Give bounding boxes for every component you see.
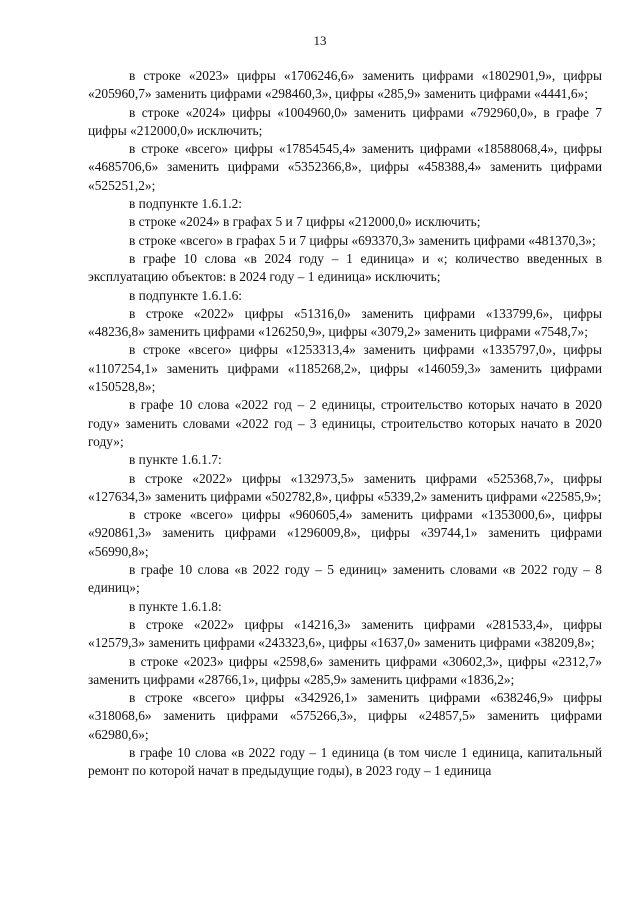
paragraph: в графе 10 слова «в 2024 году – 1 единица» и «; количество введенных в эксплуатацию объектов: в 2024 году – 1 единица» исключить; bbox=[88, 250, 602, 285]
paragraph: в строке «всего» цифры «342926,1» заменить цифрами «638246,9» цифры «318068,6» заменить цифрами «575266,3», цифры «24857,5» заменить цифрами «62980,6»; bbox=[88, 690, 602, 742]
paragraph: в строке «2022» цифры «132973,5» заменить цифрами «525368,7», цифры «127634,3» заменить цифрами «502782,8», цифры «5339,2» заменить цифрами «22585,9»; bbox=[88, 470, 602, 504]
paragraph: в строке «всего» цифры «17854545,4» заменить цифрами «18588068,4», цифры «4685706,6» заменить цифрами «5352366,8», цифры «458388,4» заменить цифрами «525251,2»; bbox=[88, 141, 602, 193]
paragraph: в строке «всего» цифры «960605,4» заменить цифрами «1353000,6», цифры «920861,3» заменить цифрами «1296009,8», цифры «39744,1» заменить цифрами «56990,8»; bbox=[88, 507, 602, 559]
subsection-heading: в пункте 1.6.1.7: bbox=[129, 452, 222, 468]
subsection-heading: в подпункте 1.6.1.2: bbox=[129, 196, 243, 212]
paragraph: в строке «2022» цифры «51316,0» заменить цифрами «133799,6», цифры «48236,8» заменить цифрами «126250,9», цифры «3079,2» заменить цифрами «7548,7»; bbox=[88, 305, 602, 340]
document-body bbox=[88, 67, 602, 781]
subsection-heading: в пункте 1.6.1.8: bbox=[129, 598, 222, 614]
paragraph: в строке «2022» цифры «14216,3» заменить цифрами «281533,4», цифры «12579,3» заменить цифрами «243323,6», цифры «1637,0» заменить цифрами «38209,8»; bbox=[88, 616, 602, 651]
paragraph: в графе 10 слова «в 2022 году – 5 единиц» заменить словами «в 2022 году – 8 единиц»; bbox=[88, 562, 602, 596]
paragraph: в графе 10 слова «2022 год – 2 единицы, строительство которых начато в 2020 году» заменить словами «2022 год – 3 единицы, строительство которых начато в 2020 году»; bbox=[88, 397, 602, 449]
paragraph: в графе 10 слова «в 2022 году – 1 единица (в том числе 1 единица, капитальный ремонт по которой начат в предыдущие годы), в 2023 году – 1 единица bbox=[88, 744, 602, 779]
paragraph: в строке «2023» цифры «2598,6» заменить цифрами «30602,3», цифры «2312,7» заменить цифрами «28766,1», цифры «285,9» заменить цифрами «1836,2»; bbox=[88, 653, 602, 687]
subsection-heading: в подпункте 1.6.1.6: bbox=[129, 287, 243, 303]
paragraph: в строке «2024» в графах 5 и 7 цифры «212000,0» исключить; bbox=[129, 214, 481, 230]
paragraph: в строке «всего» цифры «1253313,4» заменить цифрами «1335797,0», цифры «1107254,1» заменить цифрами «1185268,2», цифры «146059,3» заменить цифрами «150528,8»; bbox=[88, 342, 602, 395]
paragraph: в строке «всего» в графах 5 и 7 цифры «693370,3» заменить цифрами «481370,3»; bbox=[129, 232, 596, 248]
paragraph: в строке «2023» цифры «1706246,6» заменить цифрами «1802901,9», цифры «205960,7» заменить цифрами «298460,3», цифры «285,9» заменить цифрами «4441,6»; bbox=[88, 68, 602, 102]
paragraph: в строке «2024» цифры «1004960,0» заменить цифрами «792960,0», в графе 7 цифры «212000,0» исключить; bbox=[88, 104, 602, 138]
page-number: 13 bbox=[313, 33, 327, 48]
